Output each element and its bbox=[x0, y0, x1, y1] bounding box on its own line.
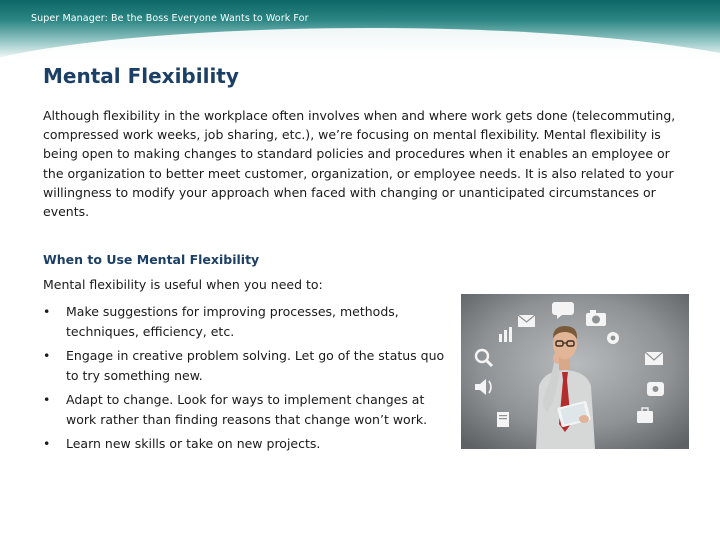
lead-sentence: Mental flexibility is useful when you need to: bbox=[43, 277, 323, 292]
gear-icon bbox=[607, 332, 619, 344]
header-band bbox=[0, 0, 720, 66]
mail-icon bbox=[645, 352, 663, 365]
bullet-glyph: • bbox=[43, 304, 51, 319]
bullet-list bbox=[43, 302, 453, 459]
header-swoosh bbox=[0, 28, 720, 66]
list-item-text: Make suggestions for improving processes, methods, techniques, efficiency, etc. bbox=[66, 304, 399, 339]
intro-paragraph: Although flexibility in the workplace often involves when and where work gets done (telecommuting, compressed work weeks, job sharing, etc.), we’re focusing on mental flexibility. Mental flexibility is being open to making changes to standard policies and procedures when it enables an employee or the organization to better meet customer, organization, or employee needs. It is also related to your willingness to modify your approach when faced with changing or unanticipated circumstances or events. bbox=[43, 108, 676, 220]
page-title: Mental Flexibility bbox=[43, 64, 239, 88]
list-item bbox=[43, 346, 453, 385]
businessman-photo bbox=[461, 294, 689, 449]
list-item-text: Learn new skills or take on new projects. bbox=[66, 436, 321, 451]
bullet-glyph: • bbox=[43, 392, 51, 407]
envelope-icon bbox=[518, 315, 535, 327]
bullet-glyph: • bbox=[43, 436, 51, 451]
document-icon bbox=[497, 412, 509, 427]
list-item-text: Adapt to change. Look for ways to implement changes at work rather than finding reasons that change won’t work. bbox=[66, 392, 428, 427]
list-item bbox=[43, 434, 453, 454]
bullet-glyph: • bbox=[43, 348, 51, 363]
header-title: Super Manager: Be the Boss Everyone Wants to Work For bbox=[31, 13, 309, 24]
list-item bbox=[43, 390, 453, 429]
list-item-text: Engage in creative problem solving. Let go of the status quo to try something new. bbox=[66, 348, 445, 383]
phone-icon bbox=[647, 382, 664, 396]
section-heading: When to Use Mental Flexibility bbox=[43, 252, 260, 267]
list-item bbox=[43, 302, 453, 341]
